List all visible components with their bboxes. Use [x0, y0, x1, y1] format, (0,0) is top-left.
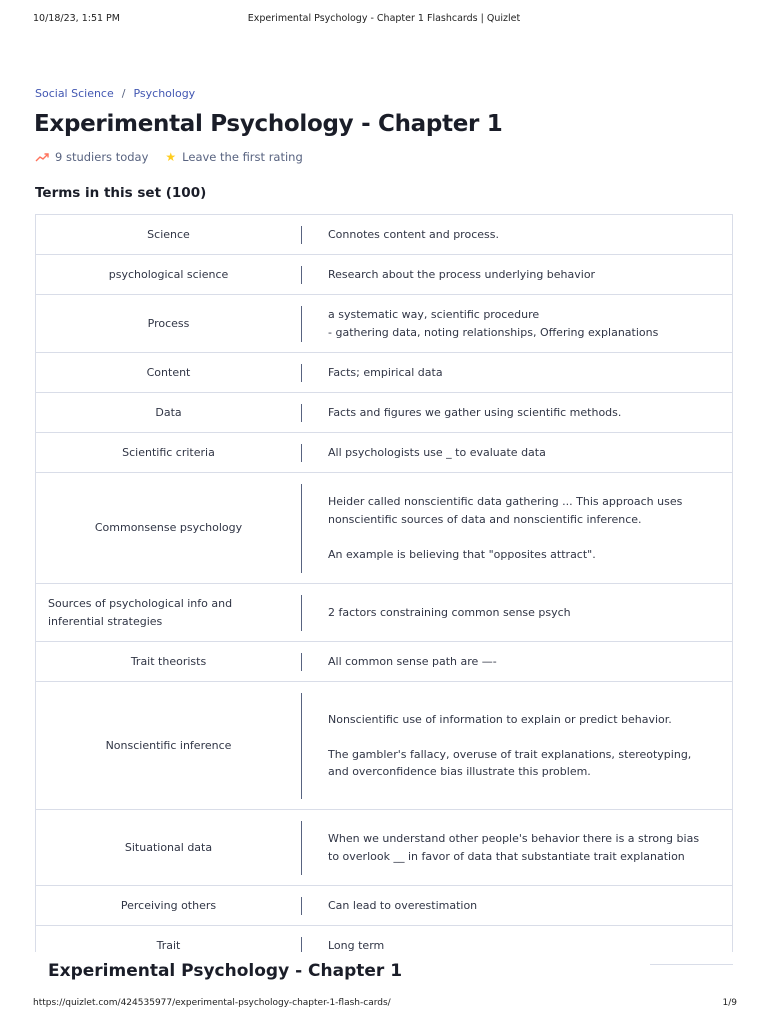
- page-title: Experimental Psychology - Chapter 1: [34, 111, 503, 137]
- trending-up-icon: [35, 151, 49, 163]
- term-row[interactable]: [36, 473, 732, 584]
- print-header: [0, 13, 768, 27]
- term-text: Process: [147, 316, 190, 330]
- star-icon: ★: [165, 150, 177, 164]
- term-text: Scientific criteria: [122, 445, 215, 459]
- term-text: Content: [146, 365, 191, 379]
- definition-text: Facts; empirical data: [328, 365, 443, 379]
- term-text: Perceiving others: [120, 898, 217, 912]
- row-divider: [301, 306, 302, 342]
- term-row[interactable]: [36, 642, 732, 682]
- term-text: Trait theorists: [130, 654, 207, 668]
- term-row[interactable]: [36, 886, 732, 926]
- term-row[interactable]: [36, 433, 732, 473]
- terms-table: [35, 214, 733, 952]
- term-row[interactable]: [36, 255, 732, 295]
- breadcrumb-separator: /: [121, 87, 126, 100]
- row-divider: [301, 653, 302, 671]
- row-divider: [301, 897, 302, 915]
- term-text: Science: [147, 227, 190, 241]
- breadcrumb: [35, 87, 195, 100]
- term-row[interactable]: [36, 393, 732, 433]
- print-page-number: 1/9: [722, 998, 737, 1008]
- term-text: Commonsense psychology: [94, 521, 243, 535]
- definition-text: Facts and figures we gather using scientific methods.: [328, 405, 622, 419]
- definition-text: Connotes content and process.: [328, 227, 499, 241]
- term-row[interactable]: [36, 584, 732, 642]
- definition-text: Heider called nonscientific data gathering ... This approach uses nonscientific sources of data and nonscientific inference. An example is believing that "opposites attract".: [328, 495, 683, 561]
- row-divider: [301, 226, 302, 244]
- rating-link[interactable]: Leave the first rating: [182, 150, 303, 164]
- definition-text: 2 factors constraining common sense psych: [328, 605, 571, 619]
- print-url: https://quizlet.com/424535977/experimental-psychology-chapter-1-flash-cards/: [33, 998, 391, 1008]
- studiers-count: 9 studiers today: [55, 150, 149, 164]
- row-divider: [301, 595, 302, 631]
- term-text: Data: [155, 405, 182, 419]
- print-datetime: 10/18/23, 1:51 PM: [33, 13, 120, 24]
- term-row[interactable]: [36, 215, 732, 255]
- definition-text: Nonscientific use of information to explain or predict behavior. The gambler's fallacy, overuse of trait explanations, stereotyping, and overconfidence bias illustrate this problem.: [328, 712, 692, 778]
- term-text: Trait: [156, 938, 181, 952]
- set-meta: [35, 150, 303, 164]
- breadcrumb-social-science[interactable]: Social Science: [35, 87, 114, 100]
- definition-text: Research about the process underlying behavior: [328, 267, 596, 281]
- definition-text: a systematic way, scientific procedure - gathering data, noting relationships, Offering explanations: [328, 308, 659, 339]
- row-divider: [301, 266, 302, 284]
- term-row[interactable]: [36, 810, 732, 886]
- row-divider: [301, 484, 302, 573]
- breadcrumb-psychology[interactable]: Psychology: [133, 87, 196, 100]
- term-text: psychological science: [108, 267, 229, 281]
- term-row[interactable]: [36, 295, 732, 353]
- row-divider: [301, 404, 302, 422]
- term-row[interactable]: [36, 353, 732, 393]
- row-divider: [301, 364, 302, 382]
- footer-divider: [650, 964, 733, 965]
- term-text: Nonscientific inference: [105, 738, 232, 752]
- term-text: Situational data: [124, 840, 213, 854]
- row-divider: [301, 937, 302, 952]
- term-row[interactable]: [36, 682, 732, 810]
- definition-text: When we understand other people's behavior there is a strong bias to overlook __ in favor of data that substantiate trait explanation: [328, 832, 700, 863]
- row-divider: [301, 693, 302, 799]
- print-page-title: Experimental Psychology - Chapter 1 Flashcards | Quizlet: [247, 13, 521, 24]
- definition-text: All common sense path are —-: [328, 654, 497, 668]
- definition-text: All psychologists use _ to evaluate data: [328, 445, 546, 459]
- footer-set-title: Experimental Psychology - Chapter 1: [48, 961, 403, 981]
- term-text: Sources of psychological info and inferential strategies: [48, 597, 233, 628]
- term-row[interactable]: [36, 926, 732, 952]
- definition-text: Long term: [328, 938, 385, 952]
- row-divider: [301, 444, 302, 462]
- terms-heading: Terms in this set (100): [35, 185, 207, 201]
- row-divider: [301, 821, 302, 875]
- definition-text: Can lead to overestimation: [328, 898, 478, 912]
